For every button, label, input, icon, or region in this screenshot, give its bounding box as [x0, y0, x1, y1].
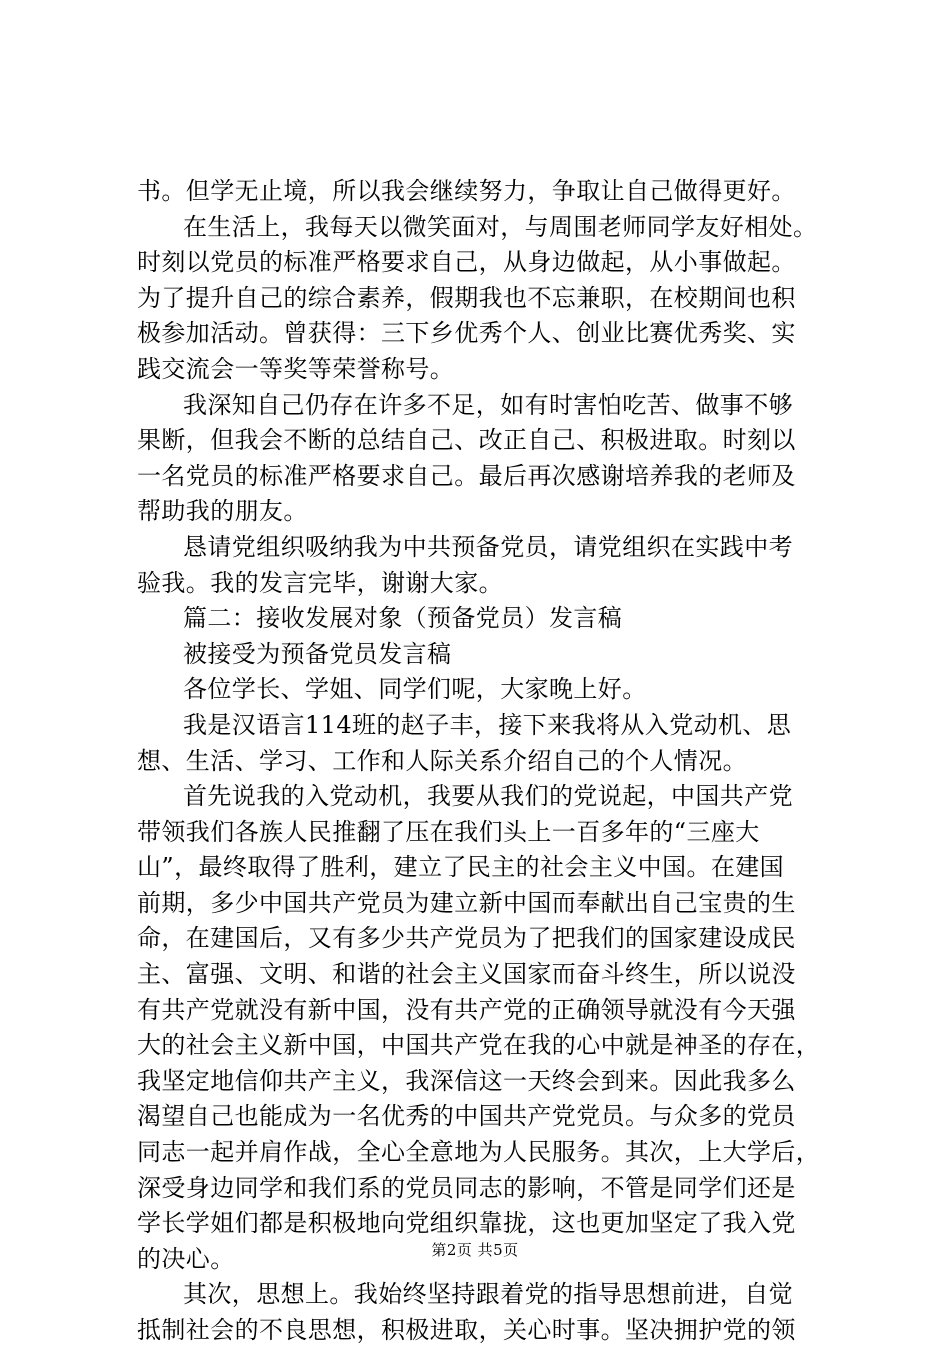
text-line: 抵制社会的不良思想，积极进取，关心时事。坚决拥护党的领: [137, 1316, 796, 1344]
text-line: 学长学姐们都是积极地向党组织靠拢，这也更加坚定了我入党: [137, 1209, 796, 1238]
text-line: 其次，思想上。我始终坚持跟着党的指导思想前进，自觉: [183, 1280, 793, 1309]
greeting-line: 各位学长、学姐、同学们呢，大家晚上好。: [183, 675, 647, 704]
text-line: 一名党员的标准严格要求自己。最后再次感谢培养我的老师及: [137, 461, 796, 490]
text-line: 在生活上，我每天以微笑面对，与周围老师同学友好相处。: [183, 212, 818, 241]
text-line: 渴望自己也能成为一名优秀的中国共产党党员。与众多的党员: [137, 1102, 796, 1131]
text-line: 大的社会主义新中国，中国共产党在我的心中就是神圣的存在，: [137, 1031, 821, 1060]
text-line: 我是汉语言114班的赵子丰，接下来我将从入党动机、思: [183, 710, 792, 739]
text-line: 的决心。: [137, 1244, 235, 1273]
text-line: 有共产党就没有新中国，没有共产党的正确领导就没有今天强: [137, 995, 796, 1024]
text-line: 带领我们各族人民推翻了压在我们头上一百多年的“三座大: [137, 817, 760, 846]
text-line: 想、生活、学习、工作和人际关系介绍自己的个人情况。: [137, 746, 747, 775]
text-line: 恳请党组织吸纳我为中共预备党员，请党组织在实践中考: [183, 532, 793, 561]
text-line: 主、富强、文明、和谐的社会主义国家而奋斗终生，所以说没: [137, 960, 796, 989]
text-line: 践交流会一等奖等荣誉称号。: [137, 354, 455, 383]
text-line: 深受身边同学和我们系的党员同志的影响，不管是同学们还是: [137, 1173, 796, 1202]
text-line: 同志一起并肩作战，全心全意地为人民服务。其次，上大学后，: [137, 1138, 821, 1167]
section-heading: 篇二：接收发展对象（预备党员）发言稿: [183, 604, 623, 633]
text-line: 书。但学无止境，所以我会继续努力，争取让自己做得更好。: [137, 177, 796, 205]
speech-title: 被接受为预备党员发言稿: [183, 639, 452, 668]
text-line: 我坚定地信仰共产主义，我深信这一天终会到来。因此我多么: [137, 1066, 796, 1095]
text-line: 首先说我的入党动机，我要从我们的党说起，中国共产党: [183, 782, 793, 811]
body-text: [137, 174, 837, 1349]
page-number-footer: 第2页 共5页: [431, 1241, 519, 1259]
text-line: 极参加活动。曾获得：三下乡优秀个人、创业比赛优秀奖、实: [137, 319, 796, 348]
text-line: 帮助我的朋友。: [137, 497, 308, 526]
text-line: 山”，最终取得了胜利，建立了民主的社会主义中国。在建国: [137, 853, 785, 882]
text-line: 为了提升自己的综合素养，假期我也不忘兼职，在校期间也积: [137, 283, 796, 312]
text-line: 前期，多少中国共产党员为建立新中国而奉献出自己宝贵的生: [137, 888, 796, 917]
text-line: 时刻以党员的标准严格要求自己，从身边做起，从小事做起。: [137, 248, 796, 277]
text-line: 命，在建国后，又有多少共产党员为了把我们的国家建设成民: [137, 924, 796, 953]
text-line: 我深知自己仍存在许多不足，如有时害怕吃苦、做事不够: [183, 390, 793, 419]
text-line: 果断，但我会不断的总结自己、改正自己、积极进取。时刻以: [137, 426, 796, 455]
text-line: 验我。我的发言完毕，谢谢大家。: [137, 568, 503, 597]
